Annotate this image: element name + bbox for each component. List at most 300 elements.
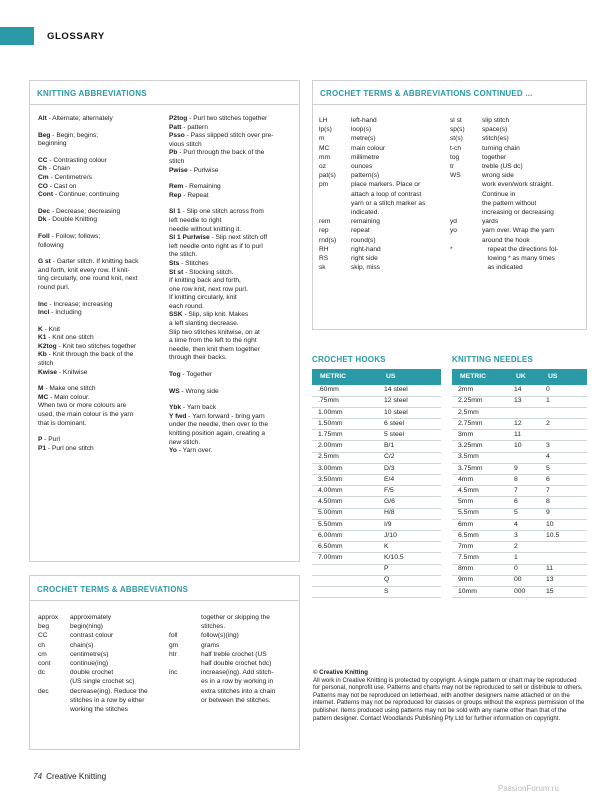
abbreviation-definition: - Chain	[46, 165, 70, 173]
abbreviation-term: K	[38, 325, 43, 333]
abbreviation-definition: - Follow; follows; following	[38, 232, 101, 249]
table-row	[452, 475, 587, 486]
term-key: cont	[38, 660, 51, 668]
abbreviation-term: Pwise	[169, 166, 188, 174]
abbreviation-definition: - Knit	[42, 325, 60, 333]
table-cell: 3.25mm	[452, 441, 508, 452]
abbreviation-entry	[38, 157, 162, 166]
table-row	[452, 407, 587, 418]
table-cell: 12 steel	[378, 396, 441, 407]
abbreviation-entry	[38, 436, 162, 445]
abbreviation-term: Dec	[38, 207, 51, 215]
abbreviation-term: Patt	[169, 123, 182, 131]
abbreviation-entry	[169, 260, 297, 269]
term-key: approx	[38, 614, 59, 621]
table-row	[452, 575, 587, 586]
abbreviation-entry	[38, 258, 162, 292]
table-row	[312, 553, 441, 564]
table-cell: B/1	[378, 441, 441, 452]
abbreviation-entry	[38, 191, 162, 200]
table-cell: 3mm	[452, 430, 508, 441]
table-row	[452, 452, 587, 463]
abbreviation-entry	[169, 167, 297, 176]
abbreviation-definition: - Knitwise	[57, 368, 88, 376]
table-cell: 4	[540, 452, 587, 463]
crochet-hooks-table	[312, 369, 441, 598]
abbreviation-term: G st	[38, 258, 51, 266]
term-key: MC	[319, 144, 330, 152]
abbreviation-term: Tog	[169, 371, 181, 379]
abbreviation-definition: - Knit through the back of the stitch	[38, 351, 134, 368]
term-value: stitch(es)	[482, 135, 509, 143]
spacer	[38, 428, 162, 436]
table-cell: E/4	[378, 475, 441, 486]
abbreviation-definition: - Slip one stitch across from left needle to right needle without knitting it.	[169, 208, 264, 233]
table-cell: 5	[540, 463, 587, 474]
table-row	[452, 542, 587, 553]
table-cell: 11	[540, 564, 587, 575]
term-key: t-ch	[450, 144, 461, 152]
spacer	[169, 380, 297, 388]
abbreviation-entry	[38, 115, 162, 124]
term-value: loop(s)	[351, 126, 372, 134]
column-header-uk: UK	[508, 369, 540, 385]
term-value: remaining	[351, 218, 380, 226]
table-cell: 2.00mm	[312, 441, 378, 452]
knitting-needles-title: KNITTING NEEDLES	[452, 355, 533, 364]
table-cell: 7	[540, 486, 587, 497]
abbreviation-term: Sts	[169, 259, 180, 267]
table-cell: 12	[508, 419, 540, 430]
abbreviation-term: Kb	[38, 351, 47, 359]
term-value: millimetre	[351, 153, 380, 161]
table-row	[312, 396, 441, 407]
abbreviation-definition: - Slip next stitch off left needle onto right as if to purl the stitch.	[169, 234, 268, 259]
table-cell: 6.00mm	[312, 530, 378, 541]
abbreviation-definition: - Decrease; decreasing	[50, 207, 121, 215]
abbreviation-term: P2tog	[169, 115, 188, 122]
term-key: pat(s)	[319, 172, 336, 180]
table-row	[452, 553, 587, 564]
table-cell: 14	[508, 385, 540, 396]
table-cell: 2mm	[452, 385, 508, 396]
table-cell: 2.5mm	[312, 452, 378, 463]
abbreviation-entry	[169, 208, 297, 234]
spacer	[38, 200, 162, 208]
term-value: centimetre(s)	[70, 650, 109, 658]
term-key: oz	[319, 163, 326, 171]
abbreviation-definition: - Begin; begins; beginning	[38, 131, 99, 148]
copyright-notice	[313, 669, 585, 722]
abbreviation-term: Kwise	[38, 368, 58, 376]
knitting-abbreviations-left-column	[38, 115, 162, 453]
abbreviation-entry	[38, 208, 162, 217]
table-row	[312, 452, 441, 463]
table-cell: 4mm	[452, 475, 508, 486]
crochet-continued-right-column	[450, 116, 586, 272]
table-cell: 0	[508, 564, 540, 575]
abbreviation-definition: - Cast on	[47, 182, 77, 190]
term-value: metre(s)	[351, 135, 376, 143]
table-header-row	[452, 369, 587, 385]
abbreviation-definition: - Stitches	[179, 259, 209, 267]
term-value: continue(ing)	[70, 660, 109, 668]
abbreviation-definition: - Repeat	[181, 191, 209, 199]
abbreviation-definition: - Knit one stitch	[46, 334, 94, 342]
spacer	[38, 149, 162, 157]
watermark: PassionForum.ru	[498, 784, 559, 793]
table-cell: 3	[540, 441, 587, 452]
table-cell: 8mm	[452, 564, 508, 575]
table-cell	[312, 586, 378, 597]
abbreviation-entry	[38, 233, 162, 250]
term-key: lp(s)	[319, 126, 332, 134]
table-cell: 6mm	[452, 519, 508, 530]
term-value: right-hand	[351, 245, 381, 253]
abbreviation-definition: - Yarn over.	[176, 447, 213, 455]
table-cell	[540, 407, 587, 418]
table-row	[312, 463, 441, 474]
table-cell: 11	[508, 430, 540, 441]
table-header-row	[312, 369, 441, 385]
table-cell: 2	[540, 419, 587, 430]
term-value: repeat	[351, 227, 370, 235]
table-cell: 13	[508, 396, 540, 407]
term-key: gm	[169, 641, 179, 649]
term-value: left-hand	[351, 117, 377, 124]
abbreviation-definition: - Together	[180, 371, 212, 379]
table-row	[312, 542, 441, 553]
term-value: round(s)	[351, 236, 376, 244]
abbreviation-entry	[169, 149, 297, 166]
table-cell: P	[378, 564, 441, 575]
term-key: inc	[169, 669, 178, 677]
table-row	[452, 486, 587, 497]
magazine-name: Creative Knitting	[46, 772, 107, 781]
table-cell: 1.00mm	[312, 407, 378, 418]
term-value: treble (US dc)	[482, 163, 523, 171]
abbreviation-entry	[38, 301, 162, 310]
abbreviation-term: Dk	[38, 216, 47, 224]
table-cell: 3.75mm	[452, 463, 508, 474]
abbreviation-term: M	[38, 385, 44, 393]
divider	[29, 600, 300, 601]
table-row	[452, 508, 587, 519]
abbreviation-definition: - Slip, slip knit. Makes a left slanting decrease. Slip two stitches knitwise, on at a time from the left to the right needle, then knit them together through their backs.	[169, 311, 260, 362]
abbreviation-term: K1	[38, 334, 47, 342]
term-key: sp(s)	[450, 126, 465, 134]
term-key: LH	[319, 117, 328, 124]
term-value: repeat the directions fol- lowing * as many times as indicated	[487, 245, 559, 272]
abbreviation-entry	[38, 351, 162, 368]
table-cell: S	[378, 586, 441, 597]
table-cell: H/8	[378, 508, 441, 519]
term-key: dc	[38, 669, 45, 677]
crochet-hooks-title: CROCHET HOOKS	[312, 355, 386, 364]
term-value: right side	[351, 255, 378, 263]
table-cell	[508, 452, 540, 463]
table-cell: 2.5mm	[452, 407, 508, 418]
term-value: place markers. Place or attach a loop of contrast yarn or a stitch marker as indicated.	[351, 181, 426, 217]
table-cell: 15	[540, 586, 587, 597]
abbreviation-definition: - Contrasting colour	[47, 156, 107, 164]
table-cell: 5 steel	[378, 430, 441, 441]
abbreviation-entry	[38, 334, 162, 343]
table-cell: 9	[540, 508, 587, 519]
knitting-abbreviations-right-column	[169, 115, 297, 456]
table-cell: J/10	[378, 530, 441, 541]
table-cell: 0	[540, 385, 587, 396]
table-cell: 3.5mm	[452, 452, 508, 463]
table-cell: 000	[508, 586, 540, 597]
table-row	[312, 575, 441, 586]
crochet-terms-right-column	[169, 613, 299, 705]
abbreviation-definition: - pattern	[181, 123, 208, 131]
table-row	[452, 564, 587, 575]
spacer	[38, 225, 162, 233]
crochet-terms-left-column	[38, 613, 166, 714]
table-cell: K/10.5	[378, 553, 441, 564]
abbreviation-entry	[38, 326, 162, 335]
table-row	[312, 407, 441, 418]
abbreviation-entry	[38, 165, 162, 174]
abbreviation-entry	[38, 216, 162, 225]
abbreviation-term: Ch	[38, 165, 47, 173]
table-cell: C/2	[378, 452, 441, 463]
table-cell: 6.5mm	[452, 530, 508, 541]
table-cell: 6 steel	[378, 419, 441, 430]
term-value: approximately	[70, 614, 112, 621]
term-value: half treble crochet (US half double crochet hdc)	[201, 650, 272, 668]
table-cell: Q	[378, 575, 441, 586]
term-key: dec	[38, 687, 49, 695]
spacer	[38, 124, 162, 132]
abbreviation-definition: - Main colour. When two or more colours are used, the main colour is the yarn that is dominant.	[38, 393, 134, 427]
table-cell: 3.50mm	[312, 475, 378, 486]
term-key: rep	[319, 227, 329, 235]
table-cell: 5	[508, 508, 540, 519]
divider	[29, 104, 300, 105]
table-cell: 9	[508, 463, 540, 474]
table-cell: 8	[540, 497, 587, 508]
abbreviation-term: Yo	[169, 447, 177, 455]
term-key: WS	[450, 172, 461, 180]
term-key	[169, 613, 201, 631]
abbreviation-definition: - Continue; continuing	[53, 191, 119, 199]
table-row	[312, 430, 441, 441]
table-row	[312, 508, 441, 519]
table-cell: 7mm	[452, 542, 508, 553]
abbreviation-term: Incl	[38, 309, 50, 317]
abbreviation-definition: - Pass slipped stitch over pre- vious stitch	[169, 132, 274, 148]
table-row	[312, 586, 441, 597]
term-value: ounces	[351, 163, 373, 171]
table-row	[452, 463, 587, 474]
table-cell: K	[378, 542, 441, 553]
table-cell: 7.00mm	[312, 553, 378, 564]
abbreviation-definition: - Yarn forward - bring yarn under the needle, then over to the knitting position again, creating a new stitch.	[169, 412, 268, 446]
table-row	[452, 497, 587, 508]
table-row	[452, 586, 587, 597]
abbreviation-entry	[169, 404, 297, 413]
crochet-terms-title: CROCHET TERMS & ABBREVIATIONS	[37, 585, 189, 594]
table-cell: D/3	[378, 463, 441, 474]
abbreviation-entry	[38, 174, 162, 183]
abbreviation-definition: - Remaining	[183, 183, 221, 191]
table-cell: 13	[540, 575, 587, 586]
term-key: tr	[450, 163, 455, 171]
abbreviation-term: Beg	[38, 131, 51, 139]
table-row	[312, 486, 441, 497]
term-value: contrast colour	[70, 632, 114, 640]
table-cell: 1	[540, 396, 587, 407]
abbreviation-definition: - Stocking stitch. If knitting back and forth, one row knit, next row purl. If knitting circularly, knit each round.	[169, 268, 248, 310]
table-row	[452, 396, 587, 407]
table-cell: 4.5mm	[452, 486, 508, 497]
crochet-continued-left-column	[319, 116, 447, 272]
abbreviation-term: Alt	[38, 115, 47, 122]
spacer	[169, 396, 297, 404]
table-cell: 1.75mm	[312, 430, 378, 441]
table-cell: 14 steel	[378, 385, 441, 396]
table-cell: 10	[508, 441, 540, 452]
table-cell: 10mm	[452, 586, 508, 597]
abbreviation-entry	[38, 385, 162, 394]
term-key: ch	[38, 641, 45, 649]
table-row	[312, 564, 441, 575]
term-key: foll	[169, 632, 178, 640]
term-value: main colour	[351, 144, 386, 152]
spacer	[38, 377, 162, 385]
abbreviation-entry	[169, 311, 297, 363]
table-cell: .60mm	[312, 385, 378, 396]
abbreviation-term: CO	[38, 182, 48, 190]
abbreviation-definition: - Purl two stitches together	[187, 115, 268, 122]
table-cell: 3	[508, 530, 540, 541]
spacer	[169, 363, 297, 371]
abbreviation-term: Sl 1	[169, 208, 181, 216]
table-row	[452, 385, 587, 396]
page-title: GLOSSARY	[47, 31, 105, 42]
abbreviation-term: Sl 1 Purlwise	[169, 234, 210, 242]
copyright-title: © Creative Knitting	[313, 669, 368, 676]
term-value: increase(ing). Add stitch- es in a row by working in extra stitches into a chain or between the stitches.	[201, 669, 276, 704]
term-value: wrong side work even/work straight. Continue in the pattern without increasing or decreasing	[482, 172, 554, 217]
abbreviation-entry	[38, 445, 162, 454]
table-cell: 7.5mm	[452, 553, 508, 564]
abbreviation-term: WS	[169, 387, 180, 395]
term-value: yards	[482, 218, 499, 226]
abbreviation-term: Rep	[169, 191, 182, 199]
table-cell: 1	[508, 553, 540, 564]
abbreviation-term: Psso	[169, 132, 185, 140]
abbreviation-entry	[169, 371, 297, 380]
abbreviation-entry	[169, 124, 297, 133]
table-row	[312, 519, 441, 530]
abbreviation-definition: - Purlwise	[187, 166, 219, 174]
term-key: sl st	[450, 117, 462, 124]
table-cell: .75mm	[312, 396, 378, 407]
table-cell: 10	[540, 519, 587, 530]
table-cell: 00	[508, 575, 540, 586]
table-cell: 4.50mm	[312, 497, 378, 508]
term-value: follow(s)(ing)	[201, 632, 239, 640]
table-cell: 5.5mm	[452, 508, 508, 519]
abbreviation-entry	[169, 447, 297, 456]
abbreviation-definition: - Purl one stitch	[46, 444, 94, 452]
abbreviation-entry	[169, 234, 297, 260]
column-header-metric: METRIC	[312, 369, 378, 385]
term-value: double crochet (US single crochet sc)	[70, 669, 135, 686]
page-footer	[33, 772, 106, 782]
term-key: CC	[38, 632, 48, 640]
abbreviation-term: Cont	[38, 191, 54, 199]
table-cell: 6.50mm	[312, 542, 378, 553]
column-header-metric: METRIC	[452, 369, 508, 385]
term-key: RS	[319, 255, 329, 263]
term-value: yarn over. Wrap the yarn around the hook	[482, 227, 555, 244]
abbreviation-definition: - Alternate; alternately	[46, 115, 113, 122]
divider	[312, 104, 587, 105]
table-cell: 3.00mm	[312, 463, 378, 474]
table-cell	[312, 575, 378, 586]
abbreviation-definition: - Centimetre/s	[48, 173, 92, 181]
term-value: space(s)	[482, 126, 508, 134]
term-key: rnd(s)	[319, 236, 337, 244]
term-key: yd	[450, 218, 457, 226]
table-cell	[540, 430, 587, 441]
term-value: begin(ning)	[70, 623, 103, 631]
term-key: htr	[169, 650, 177, 658]
abbreviation-definition: - Including	[49, 309, 82, 317]
abbreviation-term: MC	[38, 393, 49, 401]
term-key: beg	[38, 623, 50, 631]
table-row	[452, 430, 587, 441]
abbreviation-entry	[169, 388, 297, 397]
term-value: skip, miss	[351, 264, 380, 272]
header-accent-bar	[0, 27, 34, 45]
term-key: pm	[319, 181, 329, 189]
abbreviation-definition: - Increase; increasing	[47, 300, 113, 308]
abbreviation-entry	[38, 183, 162, 192]
term-key: RH	[319, 245, 329, 253]
abbreviation-entry	[38, 369, 162, 378]
table-cell: F/5	[378, 486, 441, 497]
table-row	[312, 441, 441, 452]
term-key: sk	[319, 264, 326, 272]
term-value: chain(s)	[70, 641, 94, 649]
abbreviation-entry	[38, 132, 162, 149]
abbreviation-definition: - Make one stitch	[43, 385, 96, 393]
table-cell: 2	[508, 542, 540, 553]
abbreviation-entry	[169, 183, 297, 192]
abbreviation-definition: - Purl	[42, 436, 60, 444]
spacer	[169, 200, 297, 208]
term-key: mm	[319, 153, 330, 161]
table-cell: 6	[540, 475, 587, 486]
page-number: 74	[33, 772, 43, 781]
abbreviation-definition: - Purl through the back of the stitch	[169, 149, 265, 165]
abbreviation-definition: - Double Knitting	[46, 216, 98, 224]
table-cell: 1.50mm	[312, 419, 378, 430]
table-cell	[312, 564, 378, 575]
spacer	[169, 175, 297, 183]
table-row	[452, 441, 587, 452]
table-cell: 4.00mm	[312, 486, 378, 497]
spacer	[38, 318, 162, 326]
abbreviation-term: Y fwd	[169, 412, 187, 420]
table-cell: 5mm	[452, 497, 508, 508]
